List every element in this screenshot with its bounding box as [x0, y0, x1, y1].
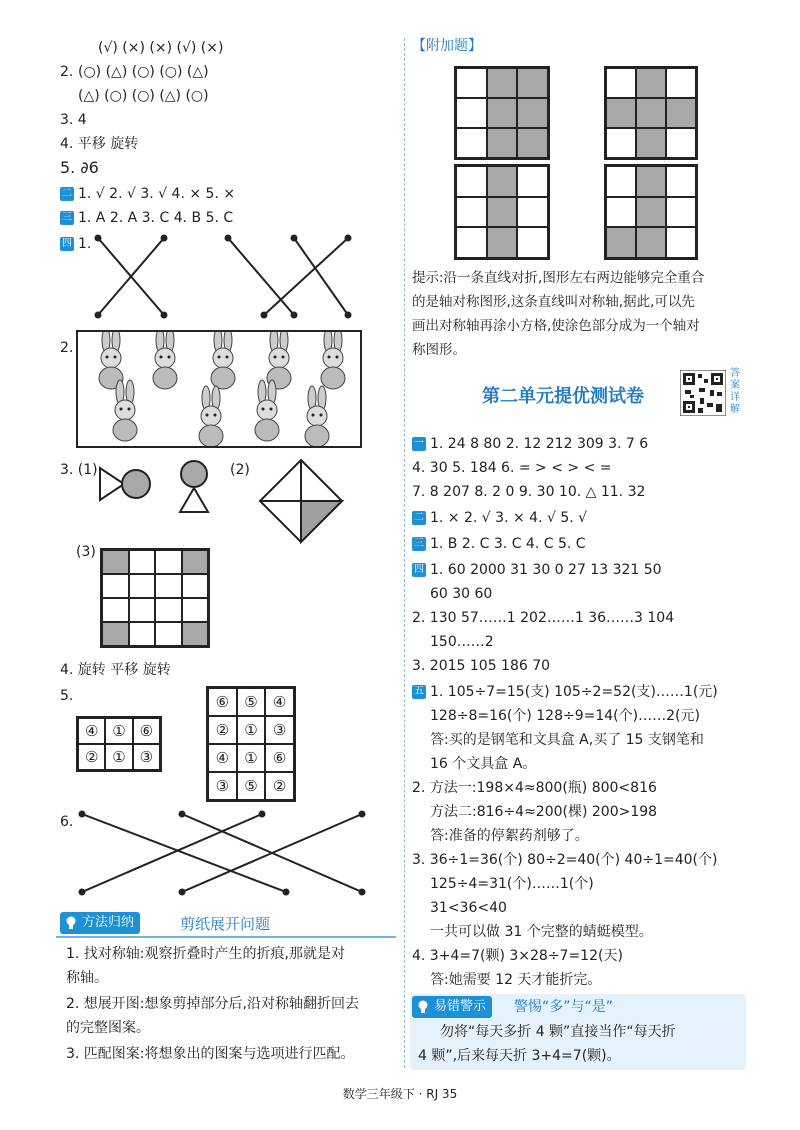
number-grid-small: ④ ① ⑥ ② ① ③ — [76, 716, 162, 772]
s1-line-1: 一 1. 24 8 80 2. 12 212 309 3. 7 6 — [414, 436, 649, 452]
s5-line-7: 答:准备的停絮药剂够了。 — [430, 828, 589, 844]
section-2-answers — [60, 184, 235, 204]
method-title: 剪纸展开问题 — [180, 915, 271, 933]
s5-line-12: 4. 3+4=7(颗) 3×28÷7=12(天) — [412, 948, 623, 964]
section-3-text: 1. A 2. A 3. C 4. B 5. C — [78, 210, 234, 226]
number-grid-big: ⑥ ⑤ ④ ② ① ③ ④ ① ⑥ ③ ⑤ ② — [206, 686, 296, 802]
hint-line-4: 称图形。 — [412, 342, 466, 358]
figure-diamond — [256, 456, 346, 546]
section-4-q5: 5. — [60, 688, 74, 704]
s4-line-2: 60 30 60 — [430, 586, 493, 602]
s5-line-6: 方法二:816÷4≈200(棵) 200>198 — [430, 804, 658, 820]
extra-grid-1 — [454, 66, 550, 160]
extra-label: 【附加题】 — [412, 38, 482, 54]
section-4-q1: 四 1. — [62, 236, 92, 252]
lightbulb-icon — [65, 916, 77, 930]
answer-row-0: (√) (×) (×) (√) (×) — [98, 40, 224, 56]
hint-line-2: 的是轴对称图形,这条直线叫对称轴,据此,可以先 — [412, 294, 695, 310]
method-2a: 2. 想展开图:想象剪掉部分后,沿对称轴翻折回去 — [66, 996, 359, 1012]
method-1a: 1. 找对称轴:观察折叠时产生的折痕,那就是对 — [66, 946, 345, 962]
figure-circle-triangle — [170, 458, 220, 518]
warning-title: 警惕“多”与“是” — [514, 999, 614, 1015]
method-3: 3. 匹配图案:将想象出的图案与选项进行匹配。 — [66, 1046, 355, 1062]
section-2-text: 1. √ 2. √ 3. √ 4. × 5. × — [78, 186, 236, 202]
warning-tag: 易错警示 — [412, 996, 492, 1018]
q5-answer: 5. ∂6 — [60, 158, 99, 177]
s1-line-3: 7. 8 207 8. 2 0 9. 30 10. △ 11. 32 — [412, 484, 646, 500]
hint-line-3: 画出对称轴再涂小方格,使涂色部分成为一个轴对 — [412, 318, 700, 334]
s4-line-5: 3. 2015 105 186 70 — [412, 658, 551, 674]
s5-line-3: 答:买的是钢笔和文具盒 A,买了 15 支钢笔和 — [430, 732, 704, 748]
s5-line-8: 3. 36÷1=36(个) 80÷2=40(个) 40÷1=40(个) — [412, 852, 718, 868]
s5-line-11: 一共可以做 31 个完整的蜻蜓模型。 — [430, 924, 653, 940]
matching-lines-q1 — [86, 230, 366, 325]
s2-line: 二 1. × 2. √ 3. × 4. √ 5. √ — [414, 510, 588, 526]
qr-side-label: 答案详解 — [730, 368, 740, 415]
figure-triangle-circle — [96, 458, 156, 508]
s3-line: 三 1. B 2. C 3. C 4. C 5. C — [414, 536, 586, 552]
unit-title: 第二单元提优测试卷 — [482, 386, 644, 407]
warning-line-1: 勿将“每天多折 4 颗”直接当作“每天折 — [440, 1024, 676, 1040]
column-divider — [404, 38, 405, 1068]
q2-row-1: (○) (△) (○) (○) (△) — [78, 64, 209, 80]
lightbulb-icon — [417, 1000, 429, 1014]
hint-line-1: 提示:沿一条直线对折,图形左右两边能够完全重合 — [412, 270, 705, 286]
section-4-q6: 6. — [60, 814, 74, 830]
q2-row-2: (△) (○) (○) (△) (○) — [78, 88, 209, 104]
page-footer: 数学三年级下 · RJ 35 — [342, 1087, 458, 1101]
s4-line-4: 150……2 — [430, 634, 494, 650]
s1-line-2: 4. 30 5. 184 6. = > < > < = — [412, 460, 612, 476]
section-badge: 四 — [62, 238, 72, 249]
s5-line-5: 2. 方法一:198×4≈800(瓶) 800<816 — [412, 780, 657, 796]
s4-line-3: 2. 130 57……1 202……1 36……3 104 — [412, 610, 675, 626]
s5-line-13: 答:她需要 12 天才能折完。 — [430, 972, 602, 988]
section-4-q3-3: (3) — [76, 544, 96, 560]
method-rule — [56, 936, 396, 938]
q4-answer: 4. 平移 旋转 — [60, 136, 139, 152]
symmetry-grid — [100, 548, 210, 648]
section-badge: 二 — [62, 188, 72, 199]
warning-line-2: 4 颗”,后来每天折 3+4=7(颗)。 — [418, 1048, 621, 1064]
section-4-q4: 4. 旋转 平移 旋转 — [60, 662, 171, 678]
rabbit-frame — [76, 330, 362, 448]
section-4-q3-2: (2) — [230, 462, 250, 478]
s4-line-1: 四 1. 60 2000 31 30 0 27 13 321 50 — [414, 562, 662, 578]
s5-line-1: 五 1. 105÷7=15(支) 105÷2=52(支)……1(元) — [414, 684, 718, 700]
rabbit-illustration — [78, 332, 360, 446]
method-2b: 的完整图案。 — [66, 1020, 150, 1036]
extra-grid-2 — [604, 66, 698, 160]
extra-grid-3 — [454, 164, 550, 260]
section-4-q2: 2. — [60, 340, 74, 356]
matching-lines-q6 — [72, 806, 372, 902]
s5-line-4: 16 个文具盒 A。 — [430, 756, 537, 772]
section-badge: 三 — [62, 212, 72, 223]
method-tag: 方法归纳 — [60, 912, 140, 934]
method-1b: 称轴。 — [66, 970, 108, 986]
q2-label: 2. — [60, 64, 74, 80]
qr-code-icon[interactable] — [680, 370, 726, 416]
s5-line-2: 128÷8=16(个) 128÷9=14(个)……2(元) — [430, 708, 700, 724]
section-4-q3: 3. (1) — [60, 462, 98, 478]
q3-answer: 3. 4 — [60, 112, 87, 128]
s5-line-10: 31<36<40 — [430, 900, 507, 916]
s5-line-9: 125÷4=31(个)……1(个) — [430, 876, 594, 892]
section-3-answers — [60, 208, 233, 228]
extra-grid-4 — [604, 164, 698, 260]
